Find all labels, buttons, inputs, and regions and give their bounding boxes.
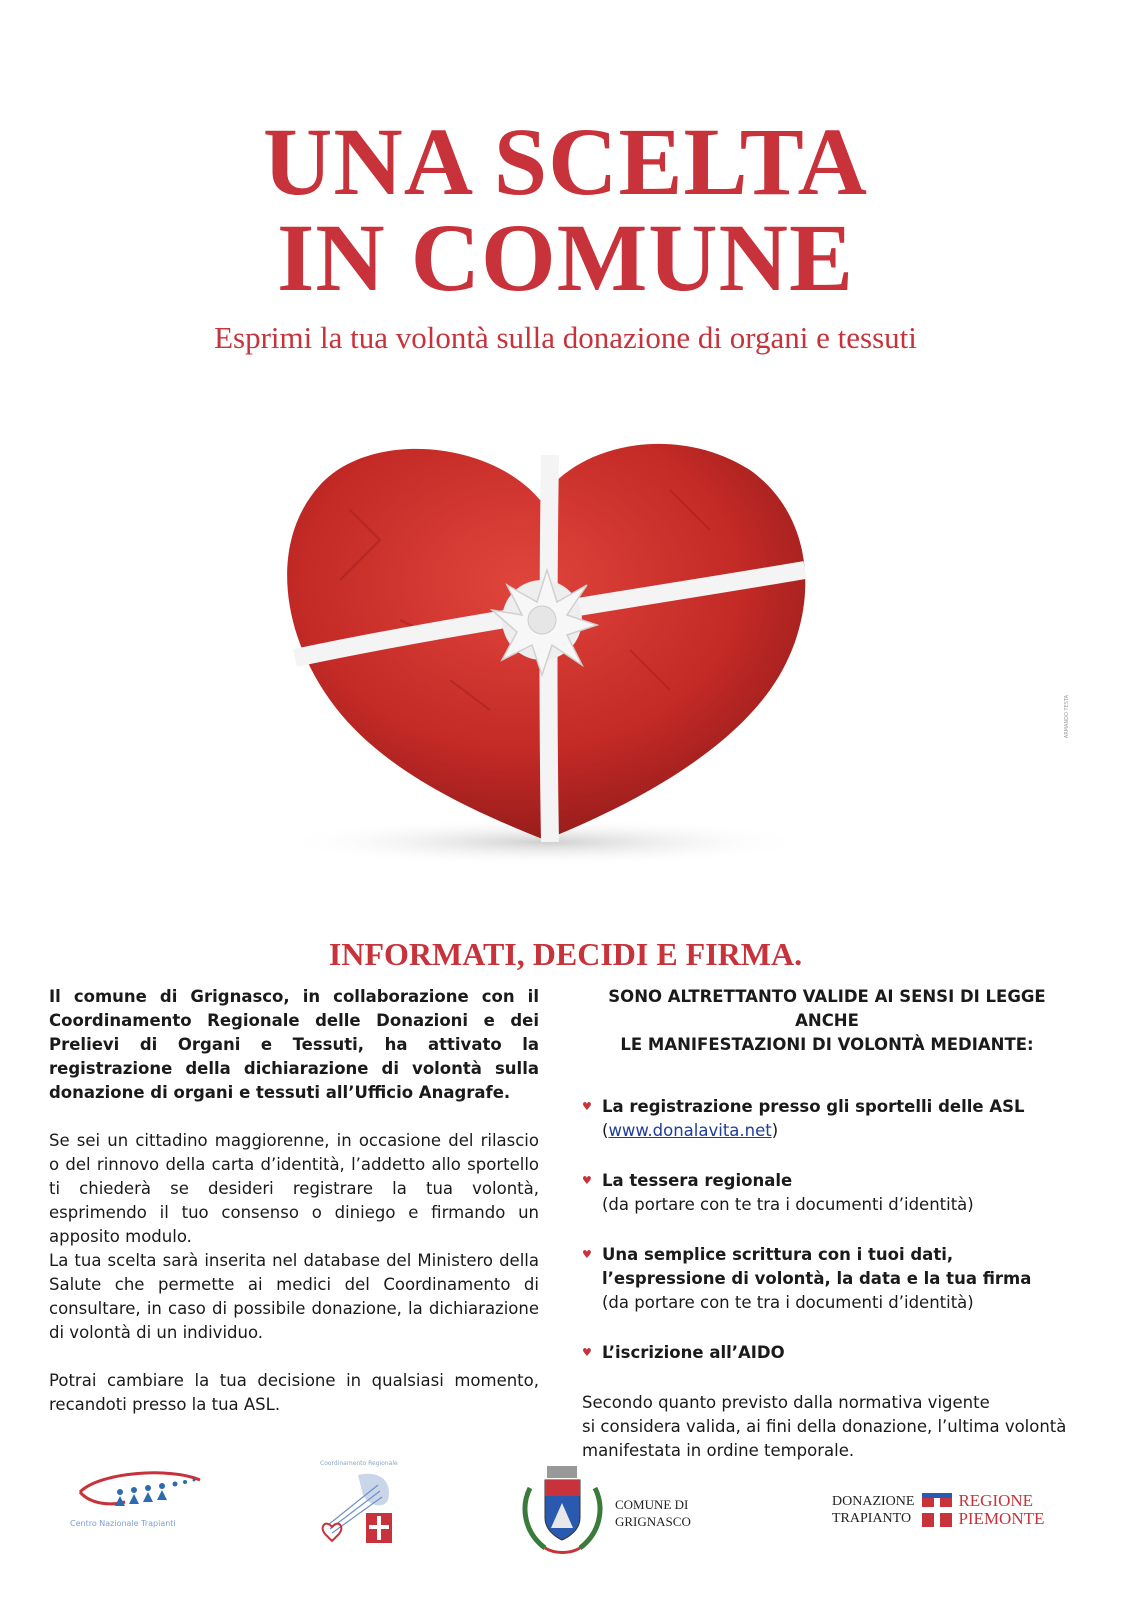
list-item: ♥ Una semplice scrittura con i tuoi dati, l’espressione di volontà, la data e la tua firma (da portare con te tra i documenti d’identità) (582, 1243, 1072, 1315)
page-title-line2: IN COMUNE (277, 204, 854, 311)
intro-paragraph: Il comune di Grignasco, in collaborazione con il Coordinamento Regionale delle Donazioni e dei Prelievi di Organi e Tessuti, ha attivato la registrazione della dichiarazione di volontà sulla donazione di organi e tessuti all’Ufficio Anagrafe. (49, 987, 539, 1102)
heart-bullet-icon: ♥ (582, 1248, 592, 1261)
logo2-caption: Coordinamento Regionale (320, 1460, 398, 1467)
list-item: ♥ La tessera regionale (da portare con te tra i documenti d’identità) (582, 1169, 1072, 1217)
coordinamento-regionale-logo (318, 1455, 408, 1550)
left-column (49, 985, 539, 1441)
gift-wrapped-heart-icon (250, 430, 850, 900)
logo1-caption: Centro Nazionale Trapianti (70, 1519, 176, 1528)
centro-nazionale-trapianti-logo (70, 1462, 210, 1532)
right-heading: SONO ALTRETTANTO VALIDE AI SENSI DI LEGGE ANCHE LE MANIFESTAZIONI DI VOLONTÀ MEDIANTE: (608, 987, 1046, 1054)
list-item: ♥ L’iscrizione all’AIDO (582, 1341, 1072, 1365)
comune-di-grignasco-label: COMUNE DI GRIGNASCO (615, 1497, 691, 1529)
paragraph-procedure: Se sei un cittadino maggiorenne, in occasione del rilascio o del rinnovo della carta d’identità, l’addetto allo sportello ti chiederà se desideri registrare la tua volontà, esprimendo il tuo consenso o diniego e firmando un apposito modulo. (49, 1131, 539, 1246)
comune-di-grignasco-coat-of-arms-icon (515, 1458, 610, 1558)
section-heading: INFORMATI, DECIDI E FIRMA. (328, 936, 803, 972)
heart-bullet-icon: ♥ (582, 1174, 592, 1187)
donalavita-link[interactable]: www.donalavita.net (608, 1121, 772, 1140)
closing-note: Secondo quanto previsto dalla normativa vigente si considera valida, ai fini della donazione, l’ultima volontà manifestata in ordine temporale. (582, 1393, 1067, 1460)
paragraph-database: La tua scelta sarà inserita nel database del Ministero della Salute che permette ai medici del Coordinamento di consultare, in caso di possibile donazione, la dichiarazione di volontà di un individuo. (49, 1251, 539, 1342)
side-credit: ARMANDO TESTA (1064, 695, 1070, 739)
paragraph-change-decision: Potrai cambiare la tua decisione in qualsiasi momento, recandoti presso la tua ASL. (49, 1371, 539, 1414)
piemonte-flag-icon (922, 1493, 952, 1527)
regione-piemonte-logo: DONAZIONE TRAPIANTO REGIONE PIEMONTE (832, 1491, 1045, 1528)
heart-bullet-icon: ♥ (582, 1100, 592, 1113)
heart-bullet-icon: ♥ (582, 1346, 592, 1359)
right-column (582, 985, 1072, 1463)
page-title-line1: UNA SCELTA (263, 108, 868, 215)
list-item: ♥ La registrazione presso gli sportelli delle ASL (www.donalavita.net) (582, 1095, 1072, 1143)
page-subtitle: Esprimi la tua volontà sulla donazione di organi e tessuti (214, 320, 917, 355)
